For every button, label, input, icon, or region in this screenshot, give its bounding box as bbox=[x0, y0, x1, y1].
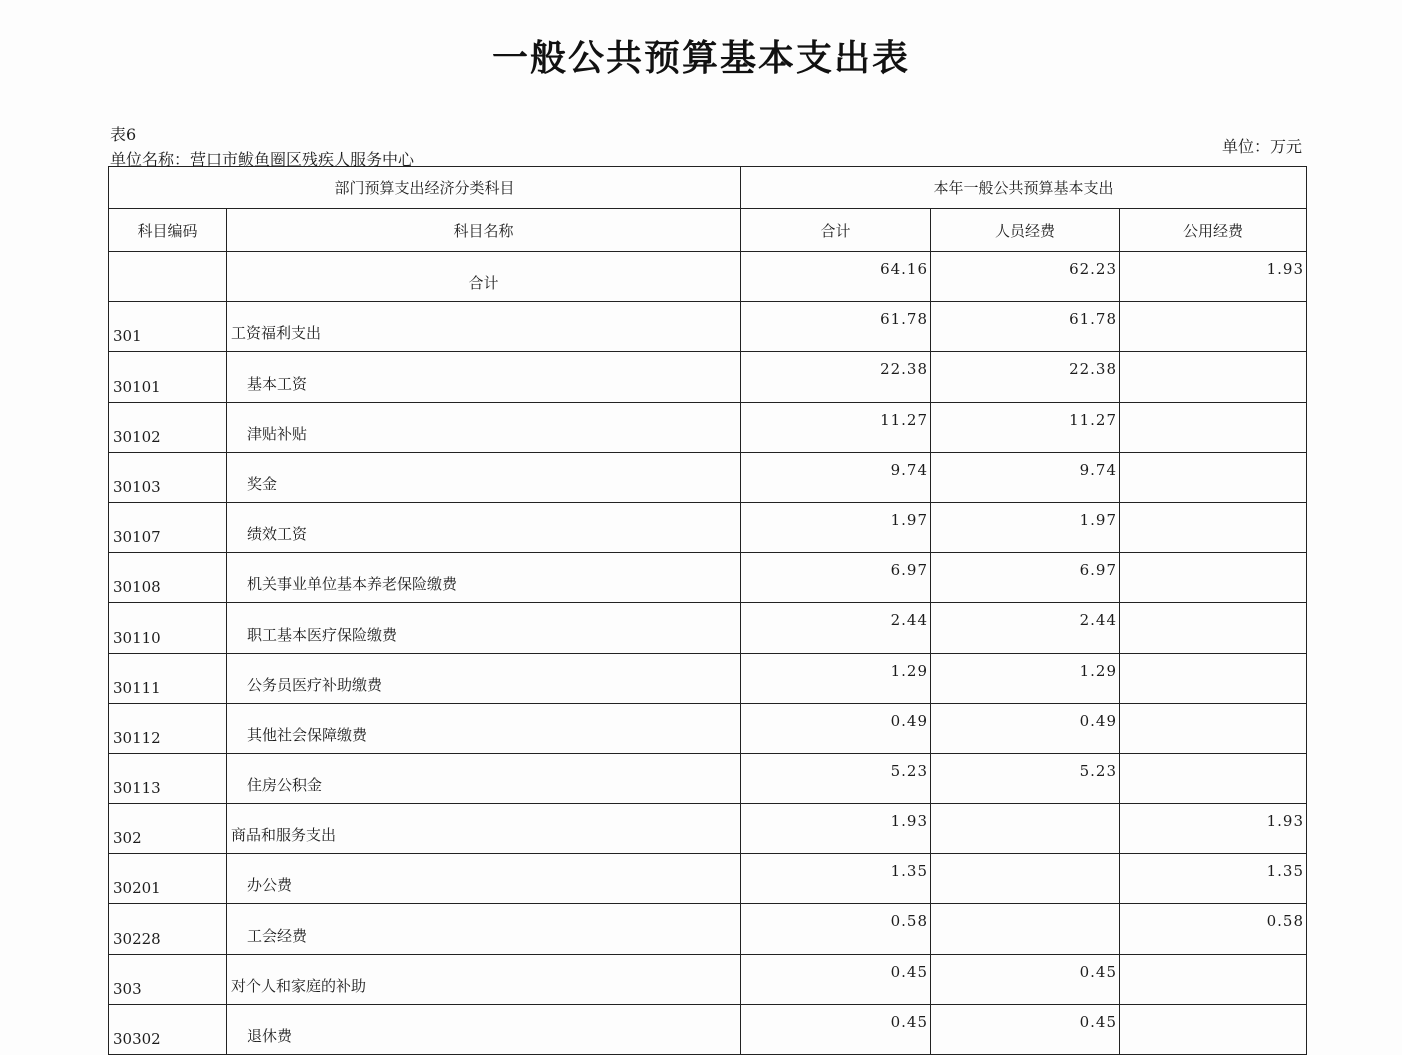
cell-personnel: 0.45 bbox=[931, 954, 1120, 1004]
cell-code: 30228 bbox=[109, 904, 227, 954]
cell-total: 1.97 bbox=[741, 502, 931, 552]
cell-personnel: 22.38 bbox=[931, 352, 1120, 402]
cell-personnel: 6.97 bbox=[931, 553, 1120, 603]
cell-total: 2.44 bbox=[741, 603, 931, 653]
page-title: 一般公共预算基本支出表 bbox=[491, 37, 910, 79]
cell-code: 30112 bbox=[109, 703, 227, 753]
cell-personnel: 0.45 bbox=[931, 1004, 1120, 1054]
table-row bbox=[109, 854, 1307, 904]
cell-public: 1.35 bbox=[1120, 854, 1307, 904]
header-group-right: 本年一般公共预算基本支出 bbox=[741, 167, 1307, 209]
cell-total: 9.74 bbox=[741, 452, 931, 502]
table-row bbox=[109, 603, 1307, 653]
cell-total: 1.93 bbox=[741, 804, 931, 854]
cell-public: 1.93 bbox=[1120, 252, 1307, 302]
cell-code: 303 bbox=[109, 954, 227, 1004]
cell-total: 0.58 bbox=[741, 904, 931, 954]
cell-code: 30201 bbox=[109, 854, 227, 904]
cell-code: 30102 bbox=[109, 402, 227, 452]
cell-personnel bbox=[931, 804, 1120, 854]
header-public: 公用经费 bbox=[1120, 209, 1307, 252]
cell-personnel: 2.44 bbox=[931, 603, 1120, 653]
cell-name: 商品和服务支出 bbox=[227, 804, 741, 854]
cell-code: 30108 bbox=[109, 553, 227, 603]
cell-public bbox=[1120, 653, 1307, 703]
cell-name: 其他社会保障缴费 bbox=[227, 703, 741, 753]
cell-name: 工会经费 bbox=[227, 904, 741, 954]
cell-total: 0.45 bbox=[741, 1004, 931, 1054]
cell-code: 30113 bbox=[109, 753, 227, 803]
cell-code: 30103 bbox=[109, 452, 227, 502]
cell-name: 奖金 bbox=[227, 452, 741, 502]
cell-total: 6.97 bbox=[741, 553, 931, 603]
header-name: 科目名称 bbox=[227, 209, 741, 252]
cell-public bbox=[1120, 703, 1307, 753]
cell-public: 1.93 bbox=[1120, 804, 1307, 854]
table-row bbox=[109, 703, 1307, 753]
cell-total: 5.23 bbox=[741, 753, 931, 803]
table-row bbox=[109, 452, 1307, 502]
cell-code: 30111 bbox=[109, 653, 227, 703]
cell-total: 64.16 bbox=[741, 252, 931, 302]
cell-total: 0.49 bbox=[741, 703, 931, 753]
cell-public bbox=[1120, 1004, 1307, 1054]
cell-name: 公务员医疗补助缴费 bbox=[227, 653, 741, 703]
unit-name: 单位名称：营口市鲅鱼圈区残疾人服务中心 bbox=[110, 150, 415, 169]
table-row bbox=[109, 553, 1307, 603]
cell-name: 机关事业单位基本养老保险缴费 bbox=[227, 553, 741, 603]
cell-public bbox=[1120, 302, 1307, 352]
cell-name: 办公费 bbox=[227, 854, 741, 904]
table-row bbox=[109, 302, 1307, 352]
cell-total: 1.35 bbox=[741, 854, 931, 904]
table-row bbox=[109, 252, 1307, 302]
cell-name: 住房公积金 bbox=[227, 753, 741, 803]
cell-personnel: 1.97 bbox=[931, 502, 1120, 552]
cell-personnel bbox=[931, 904, 1120, 954]
cell-name: 对个人和家庭的补助 bbox=[227, 954, 741, 1004]
cell-public bbox=[1120, 402, 1307, 452]
cell-name: 职工基本医疗保险缴费 bbox=[227, 603, 741, 653]
cell-public bbox=[1120, 603, 1307, 653]
header-group-left: 部门预算支出经济分类科目 bbox=[109, 167, 741, 209]
header-row-columns bbox=[109, 209, 1307, 252]
cell-personnel: 61.78 bbox=[931, 302, 1120, 352]
table-row bbox=[109, 1004, 1307, 1054]
cell-code: 30110 bbox=[109, 603, 227, 653]
cell-code: 302 bbox=[109, 804, 227, 854]
cell-name: 退休费 bbox=[227, 1004, 741, 1054]
cell-code bbox=[109, 252, 227, 302]
table-row bbox=[109, 954, 1307, 1004]
cell-personnel: 62.23 bbox=[931, 252, 1120, 302]
header-personnel: 人员经费 bbox=[931, 209, 1120, 252]
table-row bbox=[109, 753, 1307, 803]
cell-public bbox=[1120, 502, 1307, 552]
table-row bbox=[109, 804, 1307, 854]
table-number: 表6 bbox=[110, 125, 137, 144]
cell-name: 工资福利支出 bbox=[227, 302, 741, 352]
cell-total: 0.45 bbox=[741, 954, 931, 1004]
table-row bbox=[109, 502, 1307, 552]
cell-name: 基本工资 bbox=[227, 352, 741, 402]
cell-public: 0.58 bbox=[1120, 904, 1307, 954]
cell-public bbox=[1120, 352, 1307, 402]
cell-code: 301 bbox=[109, 302, 227, 352]
cell-code: 30302 bbox=[109, 1004, 227, 1054]
table-row bbox=[109, 352, 1307, 402]
cell-personnel bbox=[931, 854, 1120, 904]
cell-personnel: 9.74 bbox=[931, 452, 1120, 502]
header-code: 科目编码 bbox=[109, 209, 227, 252]
cell-personnel: 5.23 bbox=[931, 753, 1120, 803]
cell-public bbox=[1120, 553, 1307, 603]
header-row-group bbox=[109, 167, 1307, 209]
currency-unit: 单位：万元 bbox=[1221, 137, 1302, 156]
cell-public bbox=[1120, 954, 1307, 1004]
header-total: 合计 bbox=[741, 209, 931, 252]
cell-name: 津贴补贴 bbox=[227, 402, 741, 452]
cell-code: 30107 bbox=[109, 502, 227, 552]
cell-total: 11.27 bbox=[741, 402, 931, 452]
budget-table bbox=[108, 166, 1307, 1055]
cell-public bbox=[1120, 753, 1307, 803]
cell-personnel: 11.27 bbox=[931, 402, 1120, 452]
cell-personnel: 1.29 bbox=[931, 653, 1120, 703]
cell-name: 合计 bbox=[227, 252, 741, 302]
cell-total: 61.78 bbox=[741, 302, 931, 352]
cell-personnel: 0.49 bbox=[931, 703, 1120, 753]
cell-public bbox=[1120, 452, 1307, 502]
table-row bbox=[109, 653, 1307, 703]
table-row bbox=[109, 402, 1307, 452]
table-row bbox=[109, 904, 1307, 954]
cell-total: 1.29 bbox=[741, 653, 931, 703]
cell-total: 22.38 bbox=[741, 352, 931, 402]
cell-code: 30101 bbox=[109, 352, 227, 402]
cell-name: 绩效工资 bbox=[227, 502, 741, 552]
